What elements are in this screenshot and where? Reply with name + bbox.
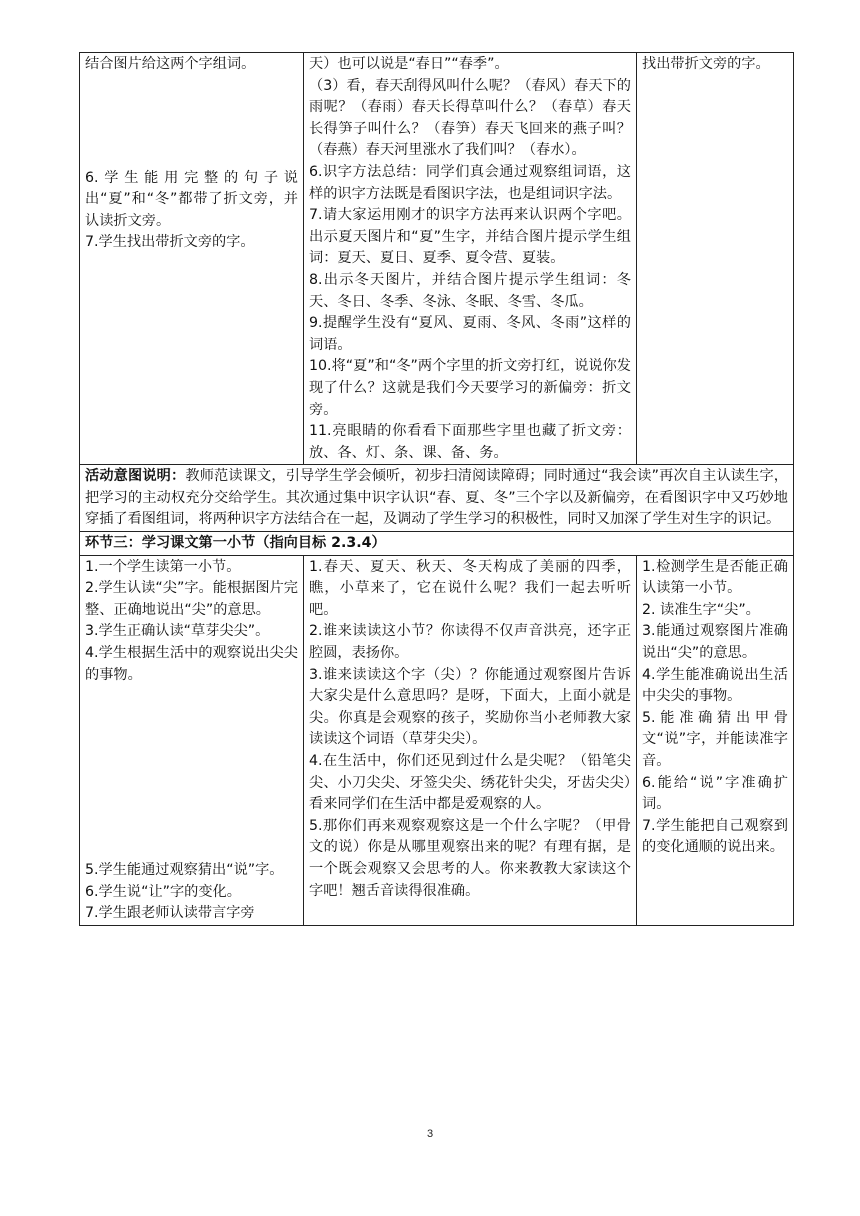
cell-paragraph: 4.在生活中，你们还见到过什么是尖呢？（铅笔尖尖、小刀尖尖、牙签尖尖、绣花针尖尖，牙齿尖尖）看来同学们在生活中都是爱观察的人。: [309, 753, 631, 813]
cell-paragraph: 1.一个学生读第一小节。: [85, 558, 241, 575]
cell-paragraph: 6.学生能用完整的句子说出“夏”和“冬”都带了折文旁，并认读折文旁。: [85, 169, 298, 229]
teacher-activity-cell: [304, 53, 637, 465]
intent-text: 教师范读课文，引导学生学会倾听，初步扫清阅读障碍；同时通过“我会读”再次自主认读生字，把学习的主动权充分交给学生。其次通过集中识字认识“春、夏、冬”三个字以及新偏旁，在看图识字中又巧妙地穿插了看图组词，将两种识字方法结合在一起，及调动了学生学习的积极性，同时又加深了学生对生字的识记。: [85, 468, 788, 528]
cell-paragraph: 4.学生根据生活中的观察说出尖尖的事物。: [85, 645, 298, 683]
cell-paragraph: 9.提醒学生没有“夏风、夏雨、冬风、冬雨”这样的词语。: [309, 315, 631, 353]
cell-paragraph: 4.学生能准确说出生活中尖尖的事物。: [642, 666, 788, 705]
student-activity-cell: [80, 53, 304, 465]
cell-paragraph: 5.能准确猜出甲骨文“说”字，并能读准字音。: [642, 709, 788, 769]
cell-paragraph: 2.学生认读“尖”字。能根据图片完整、正确地说出“尖”的意思。: [85, 580, 298, 618]
lesson-plan-table: [79, 52, 794, 926]
cell-paragraph: 1.春天、夏天、秋天、冬天构成了美丽的四季，瞧，小草来了，它在说什么呢？我们一起去听听吧。: [309, 558, 631, 618]
cell-paragraph: 7.请大家运用刚才的识字方法再来认识两个字吧。出示夏天图片和“夏”生字，并结合图片提示学生组词：夏天、夏日、夏季、夏令营、夏装。: [309, 207, 631, 267]
cell-paragraph: 6.能给“说”字准确扩词。: [642, 774, 788, 813]
cell-paragraph: 天）也可以说是“春日”“春季”。: [309, 56, 509, 72]
blank-space: [85, 686, 298, 860]
cell-paragraph: 6.识字方法总结：同学们真会通过观察组词语，这样的识字方法既是看图识字法，也是组词识字法。: [309, 163, 631, 202]
blank-space: [85, 76, 298, 168]
cell-paragraph: 7.学生找出带折文旁的字。: [85, 234, 255, 251]
student-activity-cell: [80, 555, 304, 925]
cell-paragraph: （3）看，春天刮得风叫什么呢？（春风）春天下的雨呢？（春雨）春天长得草叫什么？（春草）春天长得笋子叫什么？（春笋）春天飞回来的燕子叫？（春燕）春天河里涨水了我们叫？（春水）。: [309, 77, 631, 159]
cell-paragraph: 找出带折文旁的字。: [642, 56, 770, 72]
intent-label: 活动意图说明：: [85, 468, 186, 485]
page-number: 3: [426, 1128, 434, 1140]
section3-title-cell: [80, 532, 794, 556]
cell-paragraph: 结合图片给这两个字组词。: [85, 56, 256, 72]
table-row-bottom: [80, 555, 794, 925]
cell-paragraph: 1.检测学生是否能正确认读第一小节。: [642, 558, 788, 597]
table-row-intent: [80, 465, 794, 532]
table-row-section3: [80, 532, 794, 556]
cell-paragraph: 2.谁来读读这小节？你读得不仅声音洪亮，还字正腔圆，表扬你。: [309, 623, 631, 662]
goal-check-cell: [637, 555, 794, 925]
cell-paragraph: 11.亮眼睛的你看看下面那些字里也藏了折文旁：放、各、灯、条、课、备、务。: [309, 423, 631, 461]
activity-intent-cell: [80, 465, 794, 532]
cell-paragraph: 3.学生正确认读“草芽尖尖”。: [85, 623, 270, 640]
cell-paragraph: 5.学生能通过观察猜出“说”字。: [85, 862, 284, 879]
cell-paragraph: 2. 读准生字“尖”。: [642, 601, 760, 618]
cell-paragraph: 7.学生跟老师认读带言字旁: [85, 905, 255, 922]
goal-check-cell: [637, 53, 794, 465]
cell-paragraph: 5.那你们再来观察观察这是一个什么字呢？（甲骨文的说）你是从哪里观察出来的呢？有理有据，是一个既会观察又会思考的人。你来教教大家读这个字吧！翘舌音读得很准确。: [309, 817, 631, 899]
table-row-top: [80, 53, 794, 465]
cell-paragraph: 3.谁来读读这个字（尖）？你能通过观察图片告诉大家尖是什么意思吗？是呀，下面大，上面小就是尖。你真是会观察的孩子，奖励你当小老师教大家读读这个词语（草芽尖尖）。: [309, 666, 631, 748]
cell-paragraph: 3.能通过观察图片准确说出“尖”的意思。: [642, 623, 788, 662]
cell-paragraph: 10.将“夏”和“冬”两个字里的折文旁打红，说说你发现了什么？这就是我们今天要学习的新偏旁：折文旁。: [309, 358, 631, 418]
cell-paragraph: 7.学生能把自己观察到的变化通顺的说出来。: [642, 817, 788, 856]
cell-paragraph: 8.出示冬天图片，并结合图片提示学生组词：冬天、冬日、冬季、冬泳、冬眠、冬雪、冬瓜。: [309, 271, 631, 310]
teacher-activity-cell: [304, 555, 637, 925]
cell-paragraph: 6.学生说“让”字的变化。: [85, 883, 241, 900]
section3-title: 环节三：学习课文第一小节（指向目标 2.3.4）: [85, 535, 386, 552]
